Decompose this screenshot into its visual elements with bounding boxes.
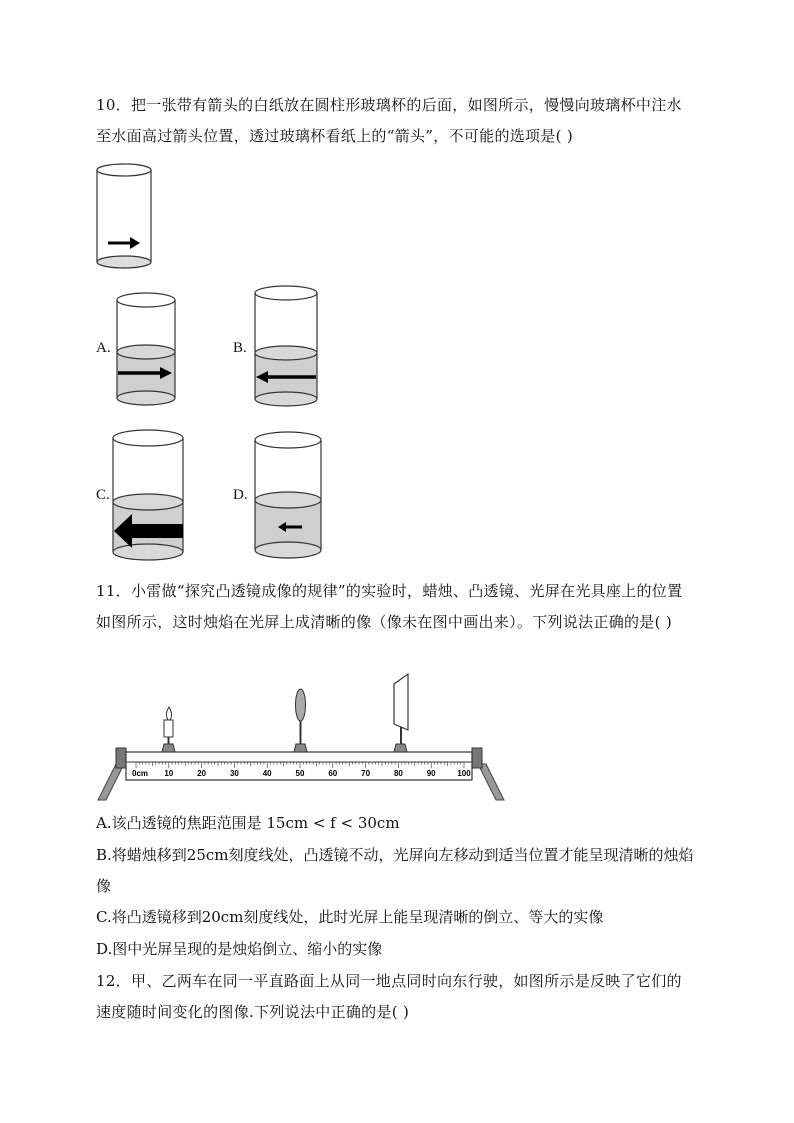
ruler-label: 80 [393,769,403,778]
ruler-label: 20 [197,769,207,778]
option-d-label: D. [233,487,248,503]
question-11-text: 11．小雷做“探究凸透镜成像的规律”的实验时，蜡烛、凸透镜、光屏在光具座上的位置如图所示，这时烛焰在光屏上成清晰的像（像未在图中画出来）。下列说法正确的是( ) [96,582,683,631]
option-b-label: B. [233,340,247,356]
ruler-label: 70 [361,769,371,778]
ruler-label: 10 [164,769,174,778]
ruler-label: 100 [457,769,471,778]
ruler-label: 90 [426,769,436,778]
light-screen [394,674,408,752]
q11-option-c: C.将凸透镜移到20cm刻度线处，此时光屏上能呈现清晰的倒立、等大的实像 [96,908,604,926]
reference-glass-figure [96,160,156,272]
ruler-label: 50 [295,769,305,778]
optical-bench-figure [96,672,506,804]
candle [162,707,175,752]
option-b-glass-figure [254,283,318,409]
option-c-label: C. [96,487,110,503]
ruler-label: 60 [328,769,338,778]
q11-option-d: D.图中光屏呈现的是烛焰倒立、缩小的实像 [96,940,383,958]
question-12-text: 12．甲、乙两车在同一平直路面上从同一地点同时向东行驶，如图所示是反映了它们的速度随时间变化的图像.下列说法中正确的是( ) [96,972,682,1021]
option-a-glass-figure [116,290,178,410]
option-c-glass-figure [112,428,184,564]
ruler-label: 40 [262,769,272,778]
question-10-text: 10．把一张带有箭头的白纸放在圆柱形玻璃杯的后面，如图所示，慢慢向玻璃杯中注水至水面高过箭头位置，透过玻璃杯看纸上的“箭头”，不可能的选项是( ) [96,96,682,145]
convex-lens [294,689,307,752]
q11-option-a: A.该凸透镜的焦距范围是 15cm < f < 30cm [96,814,400,832]
ruler-label: 30 [229,769,239,778]
option-a-label: A. [96,340,111,356]
q11-option-b: B.将蜡烛移到25cm刻度线处，凸透镜不动，光屏向左移动到适当位置才能呈现清晰的烛焰像 [96,846,694,895]
option-d-glass-figure [254,430,322,562]
ruler-label: 0cm [132,769,149,778]
